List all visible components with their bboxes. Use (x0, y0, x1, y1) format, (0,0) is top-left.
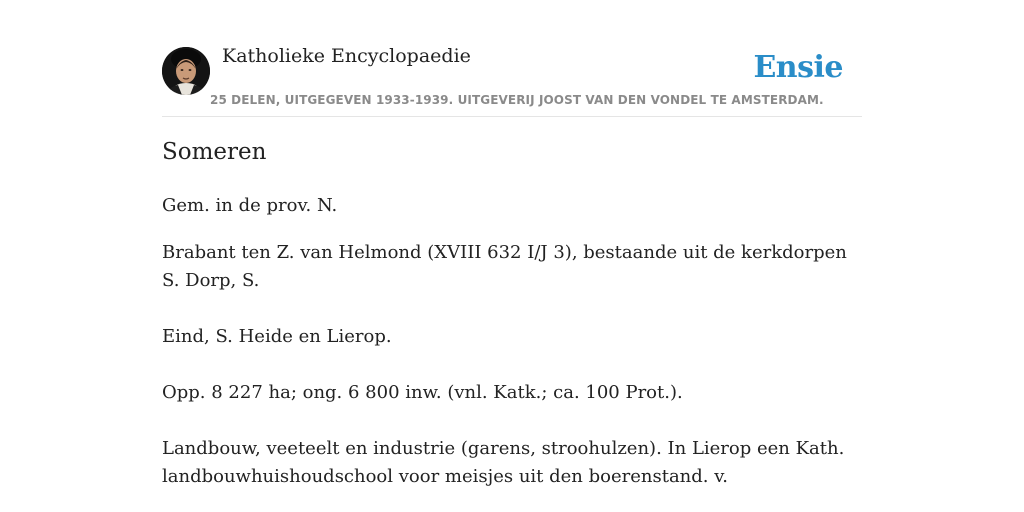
article-paragraph: Gem. in de prov. N. (162, 195, 338, 216)
article-paragraph: Eind, S. Heide en Lierop. (162, 326, 392, 347)
ensie-logo-link[interactable]: Ensie (753, 50, 843, 85)
article-paragraph: Opp. 8 227 ha; ong. 6 800 inw. (vnl. Katk.; ca. 100 Prot.). (162, 382, 683, 403)
content-container (162, 0, 862, 487)
article-paragraph: Brabant ten Z. van Helmond (XVIII 632 I/J 3), bestaande uit de kerkdorpen S. Dorp, S. (162, 242, 847, 291)
article-body (162, 192, 862, 510)
book-publication-info: 25 DELEN, UITGEGEVEN 1933-1939. UITGEVERIJ JOOST VAN DEN VONDEL TE AMSTERDAM. (210, 93, 824, 107)
book-header (162, 0, 862, 117)
book-avatar-icon[interactable] (162, 47, 210, 95)
article-paragraph: Landbouw, veeteelt en industrie (garens, stroohulzen). In Lierop een Kath. landbouwhuishoudschool voor meisjes uit den boerenstand. v. (162, 438, 845, 487)
article-title: Someren (162, 139, 267, 165)
book-title[interactable]: Katholieke Encyclopaedie (222, 45, 471, 67)
